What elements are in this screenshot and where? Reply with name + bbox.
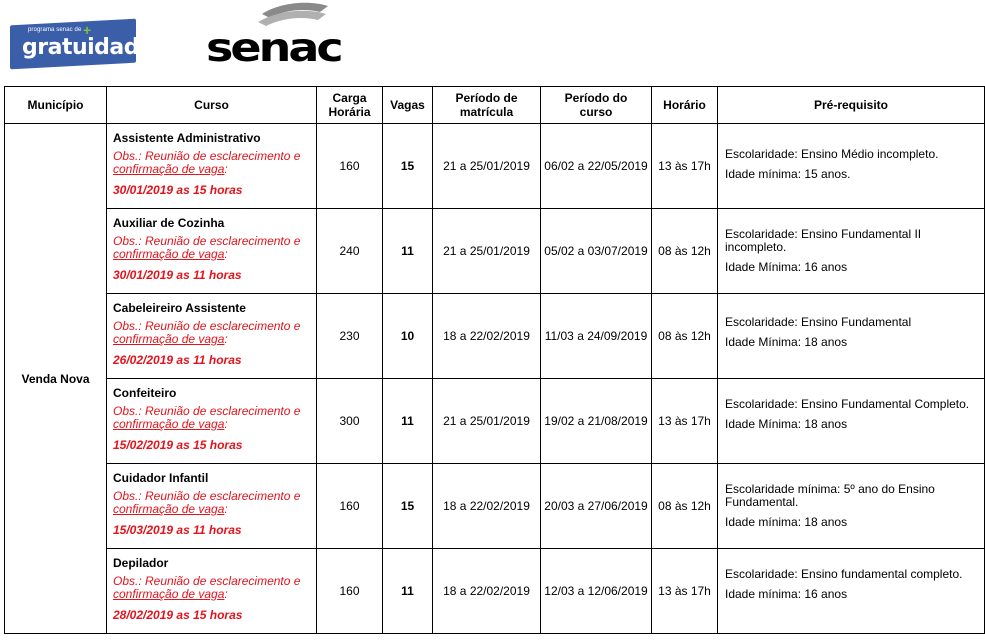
curso-obs <box>113 490 310 516</box>
curso-name: Cuidador Infantil <box>113 471 209 485</box>
curso-cell <box>107 379 317 464</box>
page-header <box>0 0 985 86</box>
senac-logo-text: senac <box>206 24 341 71</box>
requisito-escolaridade: Escolaridade: Ensino Médio incompleto. <box>725 147 939 161</box>
gratuidade-logo <box>10 22 154 66</box>
carga-cell: 160 <box>317 549 383 634</box>
courses-table <box>4 86 985 634</box>
periodo-cell: 05/02 a 03/07/2019 <box>541 209 652 294</box>
curso-cell <box>107 294 317 379</box>
header-pre-requisito: Pré-requisito <box>718 87 985 124</box>
obs-underlined: confirmação de vaga <box>113 587 225 601</box>
gratuidade-logo-text: gratuidade <box>22 35 154 60</box>
requisito-cell <box>718 294 985 379</box>
curso-obs <box>113 320 310 346</box>
header-periodo-matricula: Período de matrícula <box>433 87 541 124</box>
matricula-cell: 21 a 25/01/2019 <box>433 379 541 464</box>
curso-name: Assistente Administrativo <box>113 131 261 145</box>
matricula-cell: 21 a 25/01/2019 <box>433 209 541 294</box>
table-row <box>5 209 985 294</box>
curso-name: Confeiteiro <box>113 386 177 400</box>
curso-name: Depilador <box>113 556 169 570</box>
obs-prefix: Obs.: Reunião de esclarecimento e <box>113 319 301 333</box>
header-horario: Horário <box>652 87 718 124</box>
curso-cell <box>107 209 317 294</box>
carga-cell: 230 <box>317 294 383 379</box>
periodo-cell: 12/03 a 12/06/2019 <box>541 549 652 634</box>
table-row <box>5 294 985 379</box>
gratuidade-logo-plus: + <box>83 22 92 38</box>
curso-reuniao-date: 28/02/2019 as 15 horas <box>113 608 243 622</box>
header-periodo-curso: Período do curso <box>541 87 652 124</box>
periodo-cell: 11/03 a 24/09/2019 <box>541 294 652 379</box>
matricula-cell: 18 a 22/02/2019 <box>433 294 541 379</box>
obs-underlined: confirmação de vaga <box>113 332 225 346</box>
requisito-idade: Idade mínima: 16 anos <box>725 587 848 601</box>
requisito-cell <box>718 464 985 549</box>
obs-suffix: : <box>224 502 228 516</box>
requisito-escolaridade: Escolaridade mínima: 5º ano do Ensino Fundamental. <box>725 482 935 509</box>
obs-suffix: : <box>224 247 228 261</box>
gratuidade-logo-small-text: programa senac de <box>28 27 82 33</box>
table-row <box>5 379 985 464</box>
requisito-escolaridade: Escolaridade: Ensino Fundamental II incompleto. <box>725 227 922 254</box>
header-curso: Curso <box>107 87 317 124</box>
requisito-cell <box>718 209 985 294</box>
obs-prefix: Obs.: Reunião de esclarecimento e <box>113 234 301 248</box>
vagas-cell: 11 <box>383 549 433 634</box>
obs-suffix: : <box>224 332 228 346</box>
carga-cell: 160 <box>317 464 383 549</box>
carga-cell: 240 <box>317 209 383 294</box>
requisito-idade: Idade Mínima: 18 anos <box>725 335 848 349</box>
horario-cell: 08 às 12h <box>652 209 718 294</box>
carga-cell: 160 <box>317 124 383 209</box>
requisito-escolaridade: Escolaridade: Ensino fundamental completo. <box>725 567 963 581</box>
senac-logo <box>200 0 350 72</box>
table-header-row <box>5 87 985 124</box>
requisito-cell <box>718 379 985 464</box>
obs-underlined: confirmação de vaga <box>113 417 225 431</box>
municipio-cell: Venda Nova <box>5 124 107 634</box>
obs-prefix: Obs.: Reunião de esclarecimento e <box>113 404 301 418</box>
horario-cell: 13 às 17h <box>652 549 718 634</box>
requisito-cell <box>718 124 985 209</box>
header-carga-horaria: Carga Horária <box>317 87 383 124</box>
curso-obs <box>113 405 310 431</box>
curso-reuniao-date: 15/02/2019 as 15 horas <box>113 438 243 452</box>
table-row <box>5 124 985 209</box>
curso-reuniao-date: 26/02/2019 as 11 horas <box>113 353 242 367</box>
periodo-cell: 19/02 a 21/08/2019 <box>541 379 652 464</box>
requisito-idade: Idade mínima: 15 anos. <box>725 167 851 181</box>
vagas-cell: 15 <box>383 464 433 549</box>
horario-cell: 08 às 12h <box>652 464 718 549</box>
requisito-cell <box>718 549 985 634</box>
horario-cell: 13 às 17h <box>652 379 718 464</box>
matricula-cell: 21 a 25/01/2019 <box>433 124 541 209</box>
requisito-idade: Idade Mínima: 18 anos <box>725 417 848 431</box>
obs-prefix: Obs.: Reunião de esclarecimento e <box>113 149 301 163</box>
curso-name: Cabeleireiro Assistente <box>113 301 246 315</box>
obs-suffix: : <box>224 417 228 431</box>
obs-suffix: : <box>224 587 228 601</box>
vagas-cell: 11 <box>383 209 433 294</box>
table-row <box>5 549 985 634</box>
requisito-idade: Idade mínima: 18 anos <box>725 515 848 529</box>
curso-reuniao-date: 30/01/2019 as 15 horas <box>113 183 243 197</box>
vagas-cell: 10 <box>383 294 433 379</box>
matricula-cell: 18 a 22/02/2019 <box>433 549 541 634</box>
obs-underlined: confirmação de vaga <box>113 247 225 261</box>
obs-underlined: confirmação de vaga <box>113 162 225 176</box>
carga-cell: 300 <box>317 379 383 464</box>
curso-cell <box>107 549 317 634</box>
vagas-cell: 11 <box>383 379 433 464</box>
horario-cell: 13 às 17h <box>652 124 718 209</box>
obs-prefix: Obs.: Reunião de esclarecimento e <box>113 574 301 588</box>
horario-cell: 08 às 12h <box>652 294 718 379</box>
periodo-cell: 20/03 a 27/06/2019 <box>541 464 652 549</box>
header-vagas: Vagas <box>383 87 433 124</box>
curso-obs <box>113 235 310 261</box>
table-row <box>5 464 985 549</box>
curso-obs <box>113 575 310 601</box>
requisito-escolaridade: Escolaridade: Ensino Fundamental <box>725 315 912 329</box>
requisito-idade: Idade Mínima: 16 anos <box>725 260 848 274</box>
vagas-cell: 15 <box>383 124 433 209</box>
obs-suffix: : <box>224 162 228 176</box>
obs-underlined: confirmação de vaga <box>113 502 225 516</box>
curso-reuniao-date: 15/03/2019 as 11 horas <box>113 523 242 537</box>
obs-prefix: Obs.: Reunião de esclarecimento e <box>113 489 301 503</box>
requisito-escolaridade: Escolaridade: Ensino Fundamental Completo. <box>725 397 970 411</box>
header-municipio: Município <box>5 87 107 124</box>
curso-cell <box>107 464 317 549</box>
curso-cell <box>107 124 317 209</box>
curso-name: Auxiliar de Cozinha <box>113 216 225 230</box>
curso-obs <box>113 150 310 176</box>
matricula-cell: 18 a 22/02/2019 <box>433 464 541 549</box>
curso-reuniao-date: 30/01/2019 as 11 horas <box>113 268 242 282</box>
periodo-cell: 06/02 a 22/05/2019 <box>541 124 652 209</box>
